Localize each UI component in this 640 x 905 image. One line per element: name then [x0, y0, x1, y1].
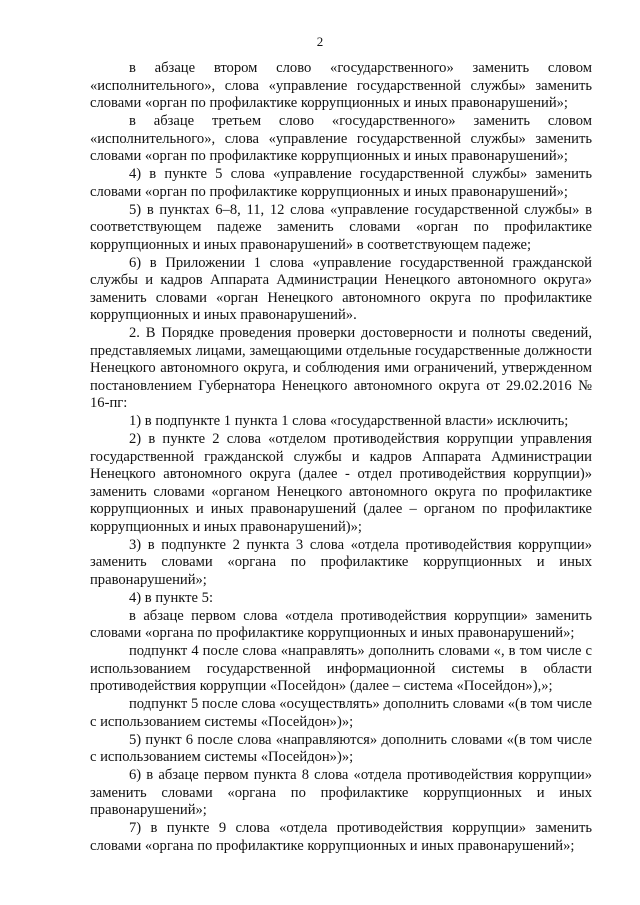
paragraph: подпункт 4 после слова «направлять» дополнить словами «, в том числе с использованием государственной информационной системы в области противодействия коррупции «Посейдон» (далее – система «Посейдон»),»;: [90, 643, 592, 694]
paragraph: 7) в пункте 9 слова «отдела противодействия коррупции» заменить словами «органа по профилактике коррупционных и иных правонарушений»;: [90, 820, 592, 854]
paragraph: 1) в подпункте 1 пункта 1 слова «государственной власти» исключить;: [129, 413, 569, 429]
paragraph: подпункт 5 после слова «осуществлять» дополнить словами «(в том числе с использованием системы «Посейдон»)»;: [90, 696, 592, 730]
paragraph: 5) в пунктах 6–8, 11, 12 слова «управление государственной службы» в соответствующем падеже заменить словами «орган по профилактике коррупционных и иных правонарушений» в соответствующем падеже;: [90, 201, 592, 253]
paragraph: в абзаце втором слово «государственного» заменить словом «исполнительного», слова «управление государственной службы» заменить словами «орган по профилактике коррупционных и иных правонарушений»;: [90, 60, 592, 111]
paragraph: 6) в Приложении 1 слова «управление государственной гражданской службы и кадров Аппарата Администрации Ненецкого автономного округа» заменить словами «орган Ненецкого автономного округа по профилактике коррупционных и иных правонарушений».: [90, 254, 592, 323]
paragraph: 5) пункт 6 после слова «направляются» дополнить словами «(в том числе с использованием системы «Посейдон»)»;: [90, 731, 592, 765]
paragraph: в абзаце третьем слово «государственного» заменить словом «исполнительного», слова «управление государственной службы» заменить словами «орган по профилактике коррупционных и иных правонарушений»;: [90, 113, 592, 164]
paragraph: 2) в пункте 2 слова «отделом противодействия коррупции управления государственной гражданской службы и кадров Аппарата Администрации Ненецкого автономного округа (далее - отдел противодействия коррупции)» заменить словами «органом Ненецкого автономного округа по профилактике коррупционных и иных правонарушений (далее – органом по профилактике коррупционных и иных правонарушений)»;: [90, 431, 592, 535]
paragraph: в абзаце первом слова «отдела противодействия коррупции» заменить словами «органа по профилактике коррупционных и иных правонарушений»;: [90, 607, 592, 641]
paragraph: 4) в пункте 5:: [129, 589, 214, 606]
page-number: 2: [316, 34, 324, 49]
paragraph: 4) в пункте 5 слова «управление государственной службы» заменить словами «орган по профилактике коррупционных и иных правонарушений»;: [90, 166, 592, 200]
paragraph: 6) в абзаце первом пункта 8 слова «отдела противодействия коррупции» заменить словами «органа по профилактике коррупционных и иных правонарушений»;: [90, 767, 592, 818]
paragraph: 3) в подпункте 2 пункта 3 слова «отдела противодействия коррупции» заменить словами «органа по профилактике коррупционных и иных правонарушений»;: [90, 536, 592, 588]
document-body: [90, 60, 592, 856]
paragraph: 2. В Порядке проведения проверки достоверности и полноты сведений, представляемых лицами, замещающими отдельные государственные должности Ненецкого автономного округа, и соблюдения ими ограничений, утвержденном постановлением Губернатора Ненецкого автономного округа от 29.02.2016 № 16-пг:: [90, 325, 592, 411]
